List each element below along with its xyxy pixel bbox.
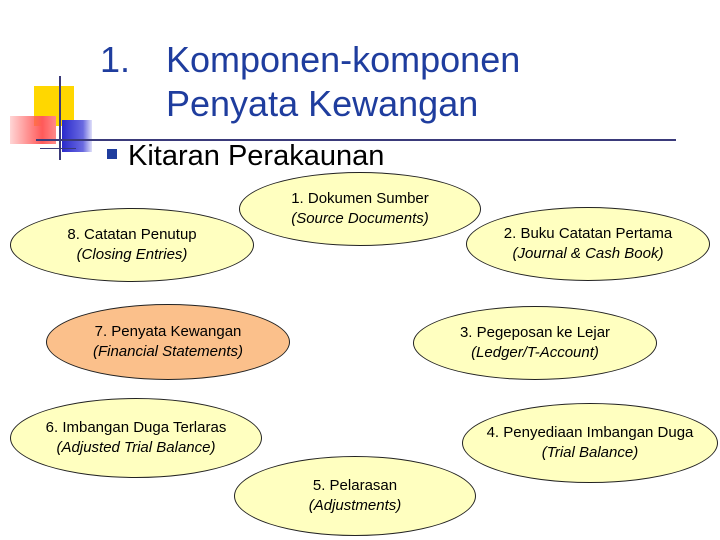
cycle-node-8 [10,208,254,282]
cycle-node-2 [466,207,710,281]
node-label-ms: 7. Penyata Kewangan [94,323,242,340]
node-label-en: (Closing Entries) [76,246,188,263]
bullet-text: Kitaran Perakaunan [128,140,385,172]
node-label-ms: 4. Penyediaan Imbangan Duga [486,424,694,441]
node-label-en: (Trial Balance) [541,444,639,461]
node-label-en: (Ledger/T-Account) [471,344,599,361]
cycle-node-4 [462,403,718,483]
node-label-ms: 2. Buku Catatan Pertama [503,225,673,242]
node-label-ms: 1. Dokumen Sumber [291,190,429,207]
node-label-en: (Financial Statements) [92,343,244,360]
deco-short-line [40,148,76,149]
cycle-node-6 [10,398,262,478]
square-bullet-icon [107,149,117,159]
cycle-node-7 [46,304,290,380]
node-label-en: (Adjustments) [308,497,402,514]
node-label-ms: 5. Pelarasan [312,477,398,494]
node-label-ms: 8. Catatan Penutup [67,226,197,243]
title-line-1: Komponen-komponen [166,39,521,80]
cycle-node-3 [413,306,657,380]
cycle-node-1 [239,172,481,246]
title-number: 1. [100,39,131,80]
node-label-en: (Journal & Cash Book) [512,245,664,262]
bullet-item [107,136,384,176]
title-line-2: Penyata Kewangan [166,83,479,124]
node-label-ms: 6. Imbangan Duga Terlaras [45,419,227,436]
cycle-node-5 [234,456,476,536]
node-label-en: (Adjusted Trial Balance) [56,439,216,456]
node-label-ms: 3. Pegeposan ke Lejar [459,324,611,341]
node-label-en: (Source Documents) [291,210,429,227]
